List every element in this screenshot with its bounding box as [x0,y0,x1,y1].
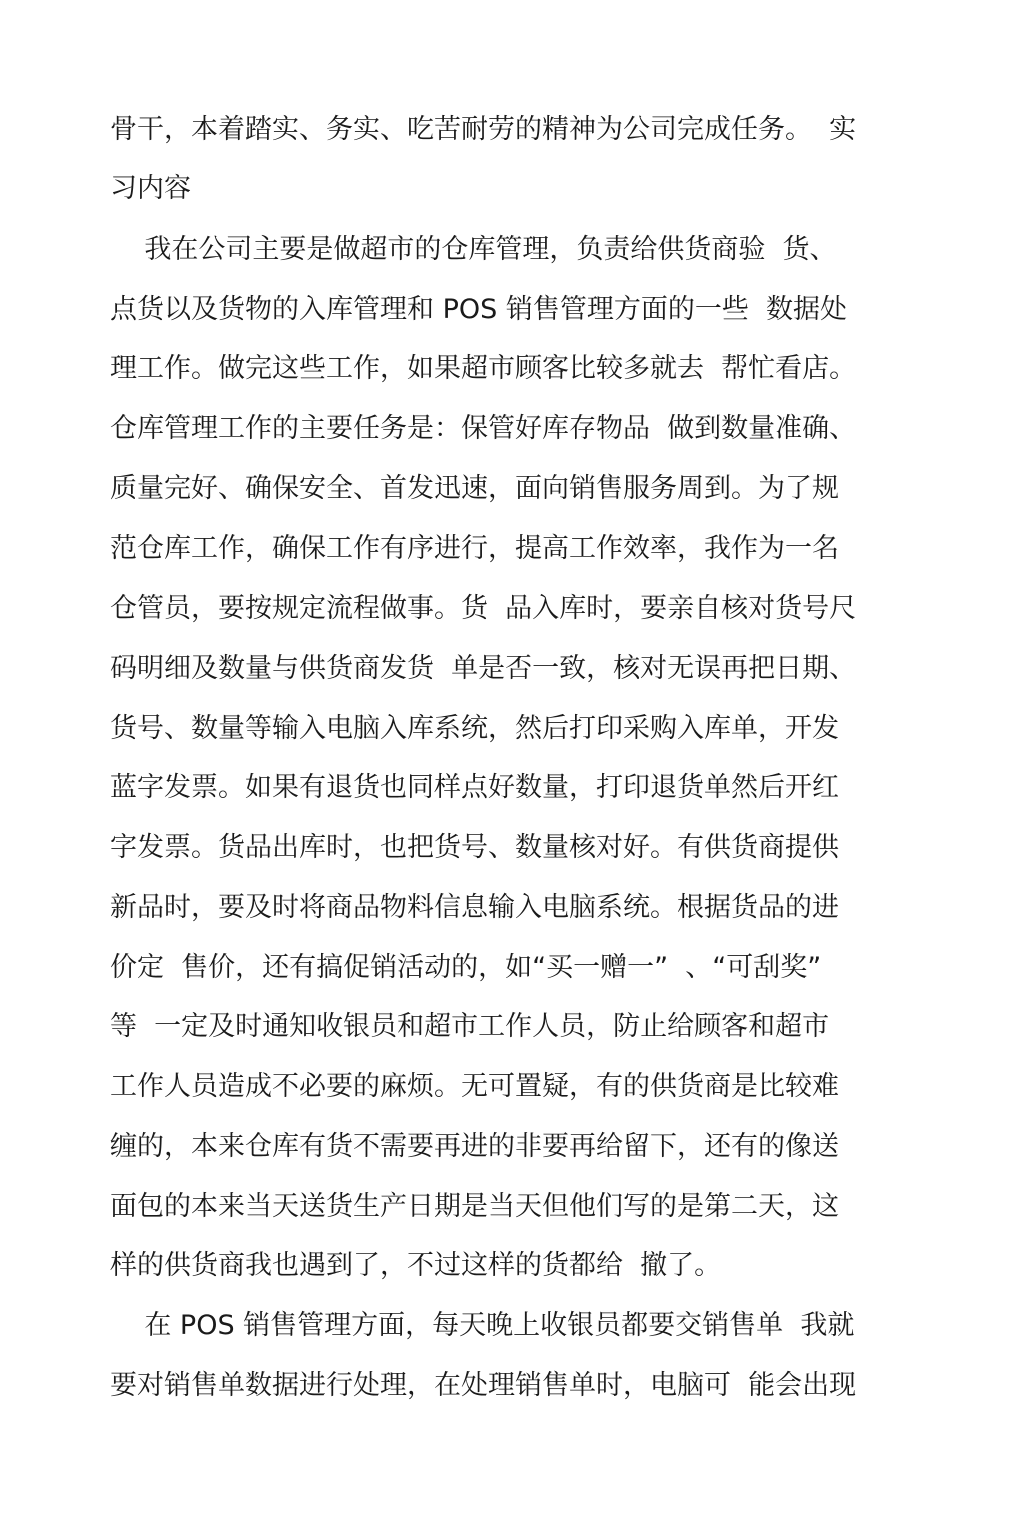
text-line: 仓库管理工作的主要任务是：保管好库存物品 做到数量准确、 [110,413,857,444]
text-line: 样的供货商我也遇到了，不过这样的货都给 撤了。 [110,1250,722,1281]
text-line: 我在公司主要是做超市的仓库管理，负责给供货商验 货、 [110,234,837,265]
text-line: 点货以及货物的入库管理和 POS 销售管理方面的一些 数据处 [110,294,848,325]
text-line: 理工作。做完这些工作，如果超市顾客比较多就去 帮忙看店。 [110,353,857,384]
text-line: 要对销售单数据进行处理，在处理销售单时，电脑可 能会出现 [110,1370,857,1401]
text-line: 面包的本来当天送货生产日期是当天但他们写的是第二天，这 [110,1191,839,1222]
text-line: 码明细及数量与供货商发货 单是否一致，核对无误再把日期、 [110,653,857,684]
text-line: 在 POS 销售管理方面，每天晚上收银员都要交销售单 我就 [110,1310,855,1341]
text-line: 仓管员，要按规定流程做事。货 品入库时，要亲自核对货号尺 [110,593,857,624]
text-line: 字发票。货品出库时，也把货号、数量核对好。有供货商提供 [110,832,839,863]
text-line: 新品时，要及时将商品物料信息输入电脑系统。根据货品的进 [110,892,839,923]
text-line: 质量完好、确保安全、首发迅速，面向销售服务周到。为了规 [110,473,839,504]
text-line: 工作人员造成不必要的麻烦。无可置疑，有的供货商是比较难 [110,1071,839,1102]
text-line: 缠的，本来仓库有货不需要再进的非要再给留下，还有的像送 [110,1131,839,1162]
text-line: 范仓库工作，确保工作有序进行，提高工作效率，我作为一名 [110,533,839,564]
text-line: 骨干，本着踏实、务实、吃苦耐劳的精神为公司完成任务。 实 [110,114,857,145]
text-line: 价定 售价，还有搞促销活动的，如“买一赠一” 、“可刮奖” [110,952,822,983]
text-line: 等 一定及时通知收银员和超市工作人员，防止给顾客和超市 [110,1011,830,1042]
text-line: 货号、数量等输入电脑入库系统，然后打印采购入库单，开发 [110,713,839,744]
text-line: 蓝字发票。如果有退货也同样点好数量，打印退货单然后开红 [110,772,839,803]
text-line: 习内容 [110,173,191,204]
